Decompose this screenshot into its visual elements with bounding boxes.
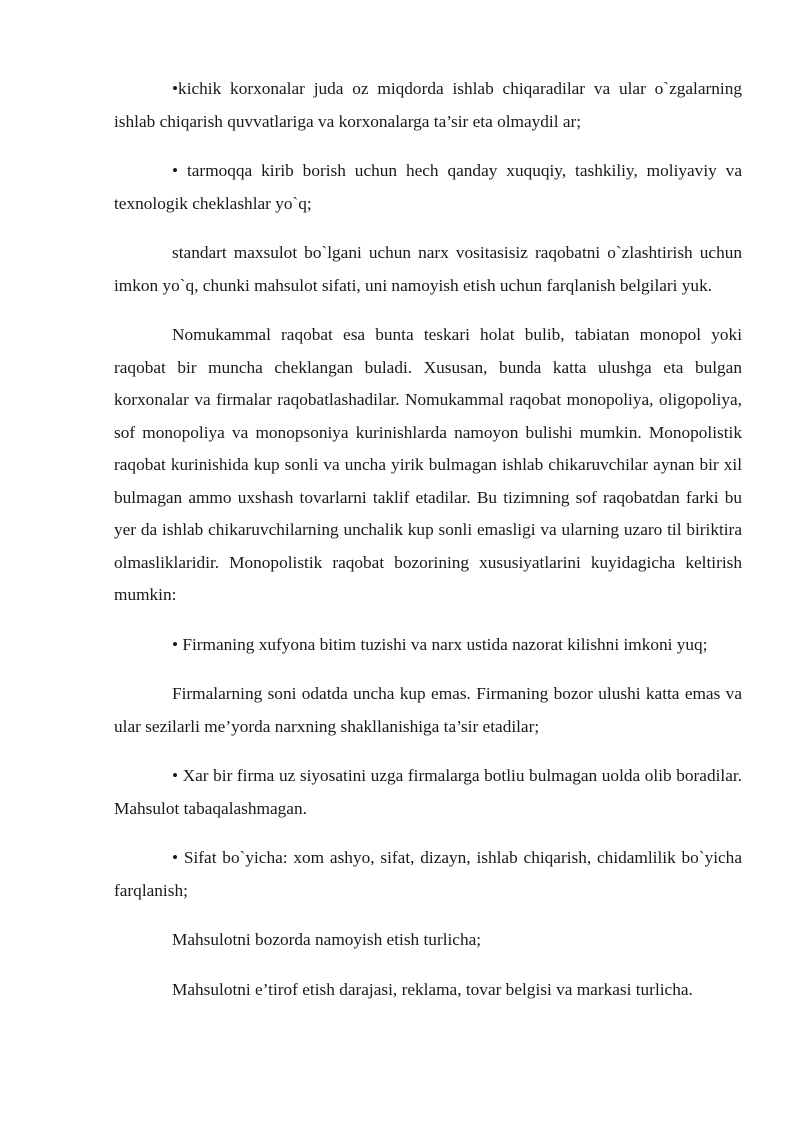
paragraph-independent-policy: • Xar bir firma uz siyosatini uzga firmalarga botliu bulmagan uolda olib boradilar. Mahsulot tabaqalashmagan.	[114, 766, 742, 818]
paragraph-small-firms: •kichik korxonalar juda oz miqdorda ishlab chiqaradilar va ular o`zgalarning ishlab chiqarish quvvatlariga va korxonalarga ta’sir eta olmaydil ar;	[114, 79, 742, 131]
paragraph-imperfect-competition: Nomukammal raqobat esa bunta teskari holat bulib, tabiatan monopol yoki raqobat bir muncha cheklangan buladi. Xususan, bunda katta ulushga eta bulgan korxonalar va firmalar raqobatlashadilar. Nomukammal raqobat monopoliya, oligopoliya, sof monopoliya va monopsoniya kurinishlarda namoyon bulishi mumkin. Monopolistik raqobat kurinishida kup sonli va uncha yirik bulmagan ishlab chikaruvchilar aynan bir xil bulmagan ammo uxshash tovarlarni taklif etadilar. Bu tizimning sof raqobatdan farki bu yer da ishlab chikaruvchilarning unchalik kup sonli emasligi va ularning uzaro til biriktira olmasliklaridir. Monopolistik raqobat bozorining xususiyatlarini kuyidagicha keltirish mumkin:	[114, 325, 742, 604]
paragraph-market-presentation: Mahsulotni bozorda namoyish etish turlicha;	[172, 930, 482, 949]
paragraph-quality-differentiation: • Sifat bo`yicha: xom ashyo, sifat, dizayn, ishlab chiqarish, chidamlilik bo`yicha farqlanish;	[114, 848, 742, 900]
paragraph-standard-product: standart maxsulot bo`lgani uchun narx vositasisiz raqobatni o`zlashtirish uchun imkon yo`q, chunki mahsulot sifati, uni namoyish etish uchun farqlanish belgilari yuk.	[114, 243, 742, 295]
paragraph-brand-recognition: Mahsulotni e’tirof etish darajasi, reklama, tovar belgisi va markasi turlicha.	[172, 979, 693, 999]
paragraph-firm-count: Firmalarning soni odatda uncha kup emas. Firmaning bozor ulushi katta emas va ular sezilarli me’yorda narxning shakllanishiga ta’sir etadilar;	[114, 684, 742, 736]
paragraph-no-entry-barriers: • tarmoqqa kirib borish uchun hech qanday xuquqiy, tashkiliy, moliyaviy va texnologik cheklashlar yo`q;	[114, 161, 742, 213]
paragraph-no-collusion: • Firmaning xufyona bitim tuzishi va narx ustida nazorat kilishni imkoni yuq;	[172, 634, 708, 654]
